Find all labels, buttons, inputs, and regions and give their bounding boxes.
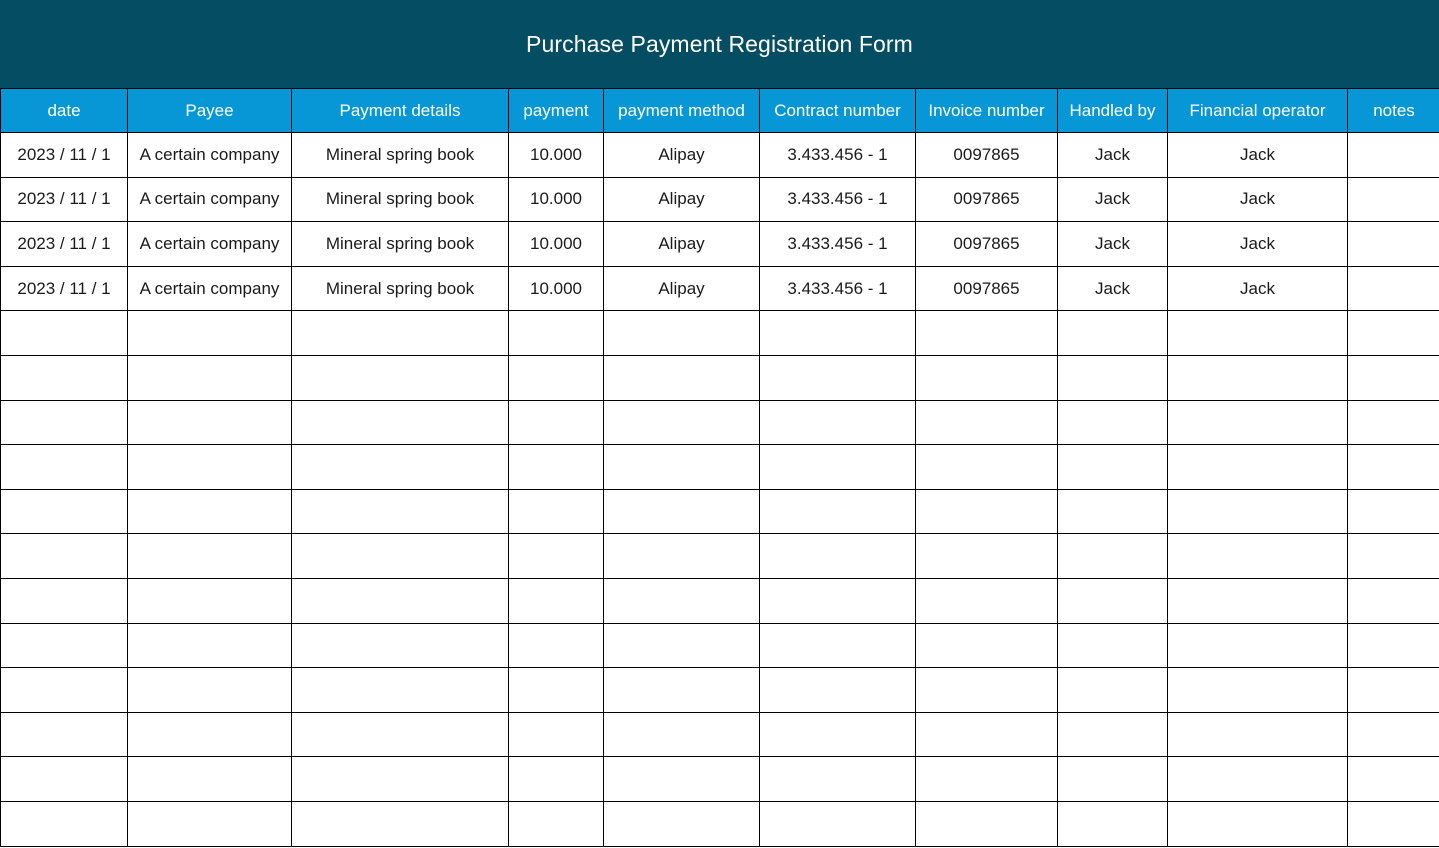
form-title: Purchase Payment Registration Form <box>526 30 913 57</box>
empty-cell-payment-method[interactable] <box>604 534 760 579</box>
empty-cell-handled-by[interactable] <box>1058 400 1168 445</box>
empty-cell-contract-number[interactable] <box>760 534 916 579</box>
empty-cell-payment-details[interactable] <box>292 801 509 846</box>
empty-cell-contract-number[interactable] <box>760 445 916 490</box>
empty-table-row <box>1 355 1439 400</box>
empty-cell-financial-operator[interactable] <box>1168 355 1348 400</box>
empty-cell-contract-number[interactable] <box>760 578 916 623</box>
empty-cell-payment-method[interactable] <box>604 355 760 400</box>
empty-cell-notes[interactable] <box>1348 355 1439 400</box>
empty-cell-payee[interactable] <box>128 712 292 757</box>
header-payment[interactable]: payment <box>509 89 604 133</box>
empty-cell-payee[interactable] <box>128 623 292 668</box>
empty-cell-payment-details[interactable] <box>292 578 509 623</box>
cell-handled-by[interactable]: Jack <box>1058 266 1168 311</box>
payment-table <box>0 88 1439 847</box>
empty-cell-payee[interactable] <box>128 668 292 713</box>
cell-payee[interactable]: A certain company <box>128 133 292 178</box>
empty-cell-financial-operator[interactable] <box>1168 578 1348 623</box>
empty-cell-payment-details[interactable] <box>292 400 509 445</box>
empty-cell-financial-operator[interactable] <box>1168 311 1348 356</box>
empty-cell-contract-number[interactable] <box>760 489 916 534</box>
empty-cell-payment-method[interactable] <box>604 757 760 802</box>
header-row <box>1 89 1439 133</box>
empty-cell-invoice-number[interactable] <box>916 445 1058 490</box>
cell-financial-operator[interactable]: Jack <box>1168 177 1348 222</box>
cell-financial-operator[interactable]: Jack <box>1168 133 1348 178</box>
empty-cell-handled-by[interactable] <box>1058 534 1168 579</box>
cell-notes[interactable] <box>1348 266 1439 311</box>
cell-payee[interactable]: A certain company <box>128 177 292 222</box>
empty-cell-handled-by[interactable] <box>1058 445 1168 490</box>
empty-table-row <box>1 534 1439 579</box>
cell-payment-details[interactable]: Mineral spring book <box>292 133 509 178</box>
empty-cell-payment-details[interactable] <box>292 757 509 802</box>
cell-payment-method[interactable]: Alipay <box>604 222 760 267</box>
empty-table-row <box>1 801 1439 846</box>
empty-cell-financial-operator[interactable] <box>1168 400 1348 445</box>
cell-handled-by[interactable]: Jack <box>1058 133 1168 178</box>
empty-cell-contract-number[interactable] <box>760 712 916 757</box>
empty-cell-payment[interactable] <box>509 355 604 400</box>
empty-cell-payment[interactable] <box>509 668 604 713</box>
empty-cell-payment-method[interactable] <box>604 400 760 445</box>
empty-cell-payment-method[interactable] <box>604 623 760 668</box>
empty-cell-date[interactable] <box>1 623 128 668</box>
cell-payee[interactable]: A certain company <box>128 266 292 311</box>
cell-date[interactable]: 2023 / 11 / 1 <box>1 222 128 267</box>
empty-cell-invoice-number[interactable] <box>916 757 1058 802</box>
table-body <box>1 133 1439 847</box>
cell-payment-details[interactable]: Mineral spring book <box>292 177 509 222</box>
cell-date[interactable]: 2023 / 11 / 1 <box>1 133 128 178</box>
empty-cell-financial-operator[interactable] <box>1168 801 1348 846</box>
empty-cell-handled-by[interactable] <box>1058 355 1168 400</box>
cell-contract-number[interactable]: 3.433.456 - 1 <box>760 133 916 178</box>
empty-cell-date[interactable] <box>1 578 128 623</box>
header-date[interactable]: date <box>1 89 128 133</box>
table-row <box>1 266 1439 311</box>
cell-notes[interactable] <box>1348 133 1439 178</box>
empty-cell-invoice-number[interactable] <box>916 801 1058 846</box>
empty-cell-payment-details[interactable] <box>292 489 509 534</box>
empty-cell-date[interactable] <box>1 712 128 757</box>
header-payment-method[interactable]: payment method <box>604 89 760 133</box>
cell-contract-number[interactable]: 3.433.456 - 1 <box>760 266 916 311</box>
header-financial-operator[interactable]: Financial operator <box>1168 89 1348 133</box>
empty-cell-payment[interactable] <box>509 445 604 490</box>
empty-cell-notes[interactable] <box>1348 311 1439 356</box>
empty-table-row <box>1 712 1439 757</box>
cell-payment[interactable]: 10.000 <box>509 222 604 267</box>
cell-payment[interactable]: 10.000 <box>509 177 604 222</box>
empty-cell-payee[interactable] <box>128 801 292 846</box>
empty-cell-invoice-number[interactable] <box>916 668 1058 713</box>
empty-table-row <box>1 757 1439 802</box>
header-handled-by[interactable]: Handled by <box>1058 89 1168 133</box>
table-row <box>1 222 1439 267</box>
empty-cell-invoice-number[interactable] <box>916 623 1058 668</box>
empty-cell-payee[interactable] <box>128 578 292 623</box>
empty-table-row <box>1 489 1439 534</box>
cell-payment[interactable]: 10.000 <box>509 133 604 178</box>
empty-cell-date[interactable] <box>1 311 128 356</box>
form-title-bar <box>0 0 1439 88</box>
empty-table-row <box>1 311 1439 356</box>
empty-cell-invoice-number[interactable] <box>916 355 1058 400</box>
empty-cell-date[interactable] <box>1 489 128 534</box>
cell-date[interactable]: 2023 / 11 / 1 <box>1 266 128 311</box>
cell-invoice-number[interactable]: 0097865 <box>916 133 1058 178</box>
empty-cell-payment[interactable] <box>509 801 604 846</box>
empty-cell-financial-operator[interactable] <box>1168 712 1348 757</box>
empty-cell-payment[interactable] <box>509 578 604 623</box>
empty-cell-payee[interactable] <box>128 355 292 400</box>
header-payee[interactable]: Payee <box>128 89 292 133</box>
cell-payment[interactable]: 10.000 <box>509 266 604 311</box>
cell-financial-operator[interactable]: Jack <box>1168 222 1348 267</box>
empty-cell-financial-operator[interactable] <box>1168 534 1348 579</box>
cell-notes[interactable] <box>1348 177 1439 222</box>
empty-cell-handled-by[interactable] <box>1058 489 1168 534</box>
empty-cell-payee[interactable] <box>128 489 292 534</box>
cell-invoice-number[interactable]: 0097865 <box>916 177 1058 222</box>
empty-cell-payment[interactable] <box>509 400 604 445</box>
cell-handled-by[interactable]: Jack <box>1058 222 1168 267</box>
empty-cell-notes[interactable] <box>1348 578 1439 623</box>
empty-cell-invoice-number[interactable] <box>916 712 1058 757</box>
empty-cell-date[interactable] <box>1 445 128 490</box>
cell-invoice-number[interactable]: 0097865 <box>916 266 1058 311</box>
cell-payment-details[interactable]: Mineral spring book <box>292 266 509 311</box>
empty-cell-payment-details[interactable] <box>292 311 509 356</box>
cell-payee[interactable]: A certain company <box>128 222 292 267</box>
cell-financial-operator[interactable]: Jack <box>1168 266 1348 311</box>
empty-table-row <box>1 578 1439 623</box>
empty-cell-payment-method[interactable] <box>604 668 760 713</box>
empty-cell-notes[interactable] <box>1348 801 1439 846</box>
cell-payment-method[interactable]: Alipay <box>604 177 760 222</box>
empty-cell-payment[interactable] <box>509 489 604 534</box>
empty-cell-contract-number[interactable] <box>760 355 916 400</box>
empty-cell-payment-details[interactable] <box>292 712 509 757</box>
empty-cell-payee[interactable] <box>128 311 292 356</box>
empty-cell-handled-by[interactable] <box>1058 578 1168 623</box>
empty-cell-invoice-number[interactable] <box>916 578 1058 623</box>
cell-payment-method[interactable]: Alipay <box>604 266 760 311</box>
empty-cell-contract-number[interactable] <box>760 668 916 713</box>
empty-cell-financial-operator[interactable] <box>1168 757 1348 802</box>
empty-cell-handled-by[interactable] <box>1058 757 1168 802</box>
empty-cell-payment-details[interactable] <box>292 534 509 579</box>
empty-cell-contract-number[interactable] <box>760 623 916 668</box>
empty-cell-handled-by[interactable] <box>1058 712 1168 757</box>
empty-cell-handled-by[interactable] <box>1058 311 1168 356</box>
empty-cell-payee[interactable] <box>128 757 292 802</box>
empty-cell-payment[interactable] <box>509 311 604 356</box>
cell-handled-by[interactable]: Jack <box>1058 177 1168 222</box>
cell-date[interactable]: 2023 / 11 / 1 <box>1 177 128 222</box>
cell-payment-method[interactable]: Alipay <box>604 133 760 178</box>
cell-payment-details[interactable]: Mineral spring book <box>292 222 509 267</box>
empty-cell-payment[interactable] <box>509 757 604 802</box>
empty-cell-payment-method[interactable] <box>604 578 760 623</box>
empty-cell-payment-method[interactable] <box>604 801 760 846</box>
empty-cell-date[interactable] <box>1 534 128 579</box>
empty-cell-date[interactable] <box>1 355 128 400</box>
empty-cell-payment-details[interactable] <box>292 623 509 668</box>
empty-cell-payee[interactable] <box>128 400 292 445</box>
empty-cell-payment-method[interactable] <box>604 311 760 356</box>
empty-cell-handled-by[interactable] <box>1058 801 1168 846</box>
empty-cell-payment-method[interactable] <box>604 489 760 534</box>
empty-table-row <box>1 400 1439 445</box>
empty-cell-date[interactable] <box>1 801 128 846</box>
cell-contract-number[interactable]: 3.433.456 - 1 <box>760 177 916 222</box>
header-payment-details[interactable]: Payment details <box>292 89 509 133</box>
empty-cell-invoice-number[interactable] <box>916 489 1058 534</box>
empty-cell-invoice-number[interactable] <box>916 400 1058 445</box>
empty-cell-payment-method[interactable] <box>604 445 760 490</box>
empty-cell-notes[interactable] <box>1348 668 1439 713</box>
empty-cell-payment[interactable] <box>509 534 604 579</box>
empty-cell-contract-number[interactable] <box>760 757 916 802</box>
empty-cell-date[interactable] <box>1 668 128 713</box>
empty-cell-financial-operator[interactable] <box>1168 668 1348 713</box>
empty-cell-date[interactable] <box>1 400 128 445</box>
empty-table-row <box>1 623 1439 668</box>
empty-cell-handled-by[interactable] <box>1058 623 1168 668</box>
empty-cell-payment-method[interactable] <box>604 712 760 757</box>
empty-cell-payment[interactable] <box>509 623 604 668</box>
cell-notes[interactable] <box>1348 222 1439 267</box>
empty-cell-notes[interactable] <box>1348 489 1439 534</box>
header-invoice-number[interactable]: Invoice number <box>916 89 1058 133</box>
empty-cell-financial-operator[interactable] <box>1168 489 1348 534</box>
table-row <box>1 133 1439 178</box>
empty-cell-notes[interactable] <box>1348 757 1439 802</box>
empty-cell-payee[interactable] <box>128 445 292 490</box>
empty-cell-contract-number[interactable] <box>760 311 916 356</box>
empty-cell-notes[interactable] <box>1348 445 1439 490</box>
empty-cell-handled-by[interactable] <box>1058 668 1168 713</box>
header-notes[interactable]: notes <box>1348 89 1439 133</box>
empty-table-row <box>1 445 1439 490</box>
empty-cell-notes[interactable] <box>1348 623 1439 668</box>
empty-cell-payment-details[interactable] <box>292 355 509 400</box>
empty-cell-contract-number[interactable] <box>760 400 916 445</box>
cell-invoice-number[interactable]: 0097865 <box>916 222 1058 267</box>
header-contract-number[interactable]: Contract number <box>760 89 916 133</box>
empty-cell-notes[interactable] <box>1348 400 1439 445</box>
table-row <box>1 177 1439 222</box>
cell-contract-number[interactable]: 3.433.456 - 1 <box>760 222 916 267</box>
empty-cell-payment-details[interactable] <box>292 668 509 713</box>
empty-cell-invoice-number[interactable] <box>916 311 1058 356</box>
empty-cell-date[interactable] <box>1 757 128 802</box>
empty-cell-contract-number[interactable] <box>760 801 916 846</box>
empty-table-row <box>1 668 1439 713</box>
empty-cell-payment[interactable] <box>509 712 604 757</box>
empty-cell-invoice-number[interactable] <box>916 534 1058 579</box>
empty-cell-notes[interactable] <box>1348 712 1439 757</box>
empty-cell-payment-details[interactable] <box>292 445 509 490</box>
empty-cell-notes[interactable] <box>1348 534 1439 579</box>
empty-cell-financial-operator[interactable] <box>1168 445 1348 490</box>
empty-cell-financial-operator[interactable] <box>1168 623 1348 668</box>
empty-cell-payee[interactable] <box>128 534 292 579</box>
